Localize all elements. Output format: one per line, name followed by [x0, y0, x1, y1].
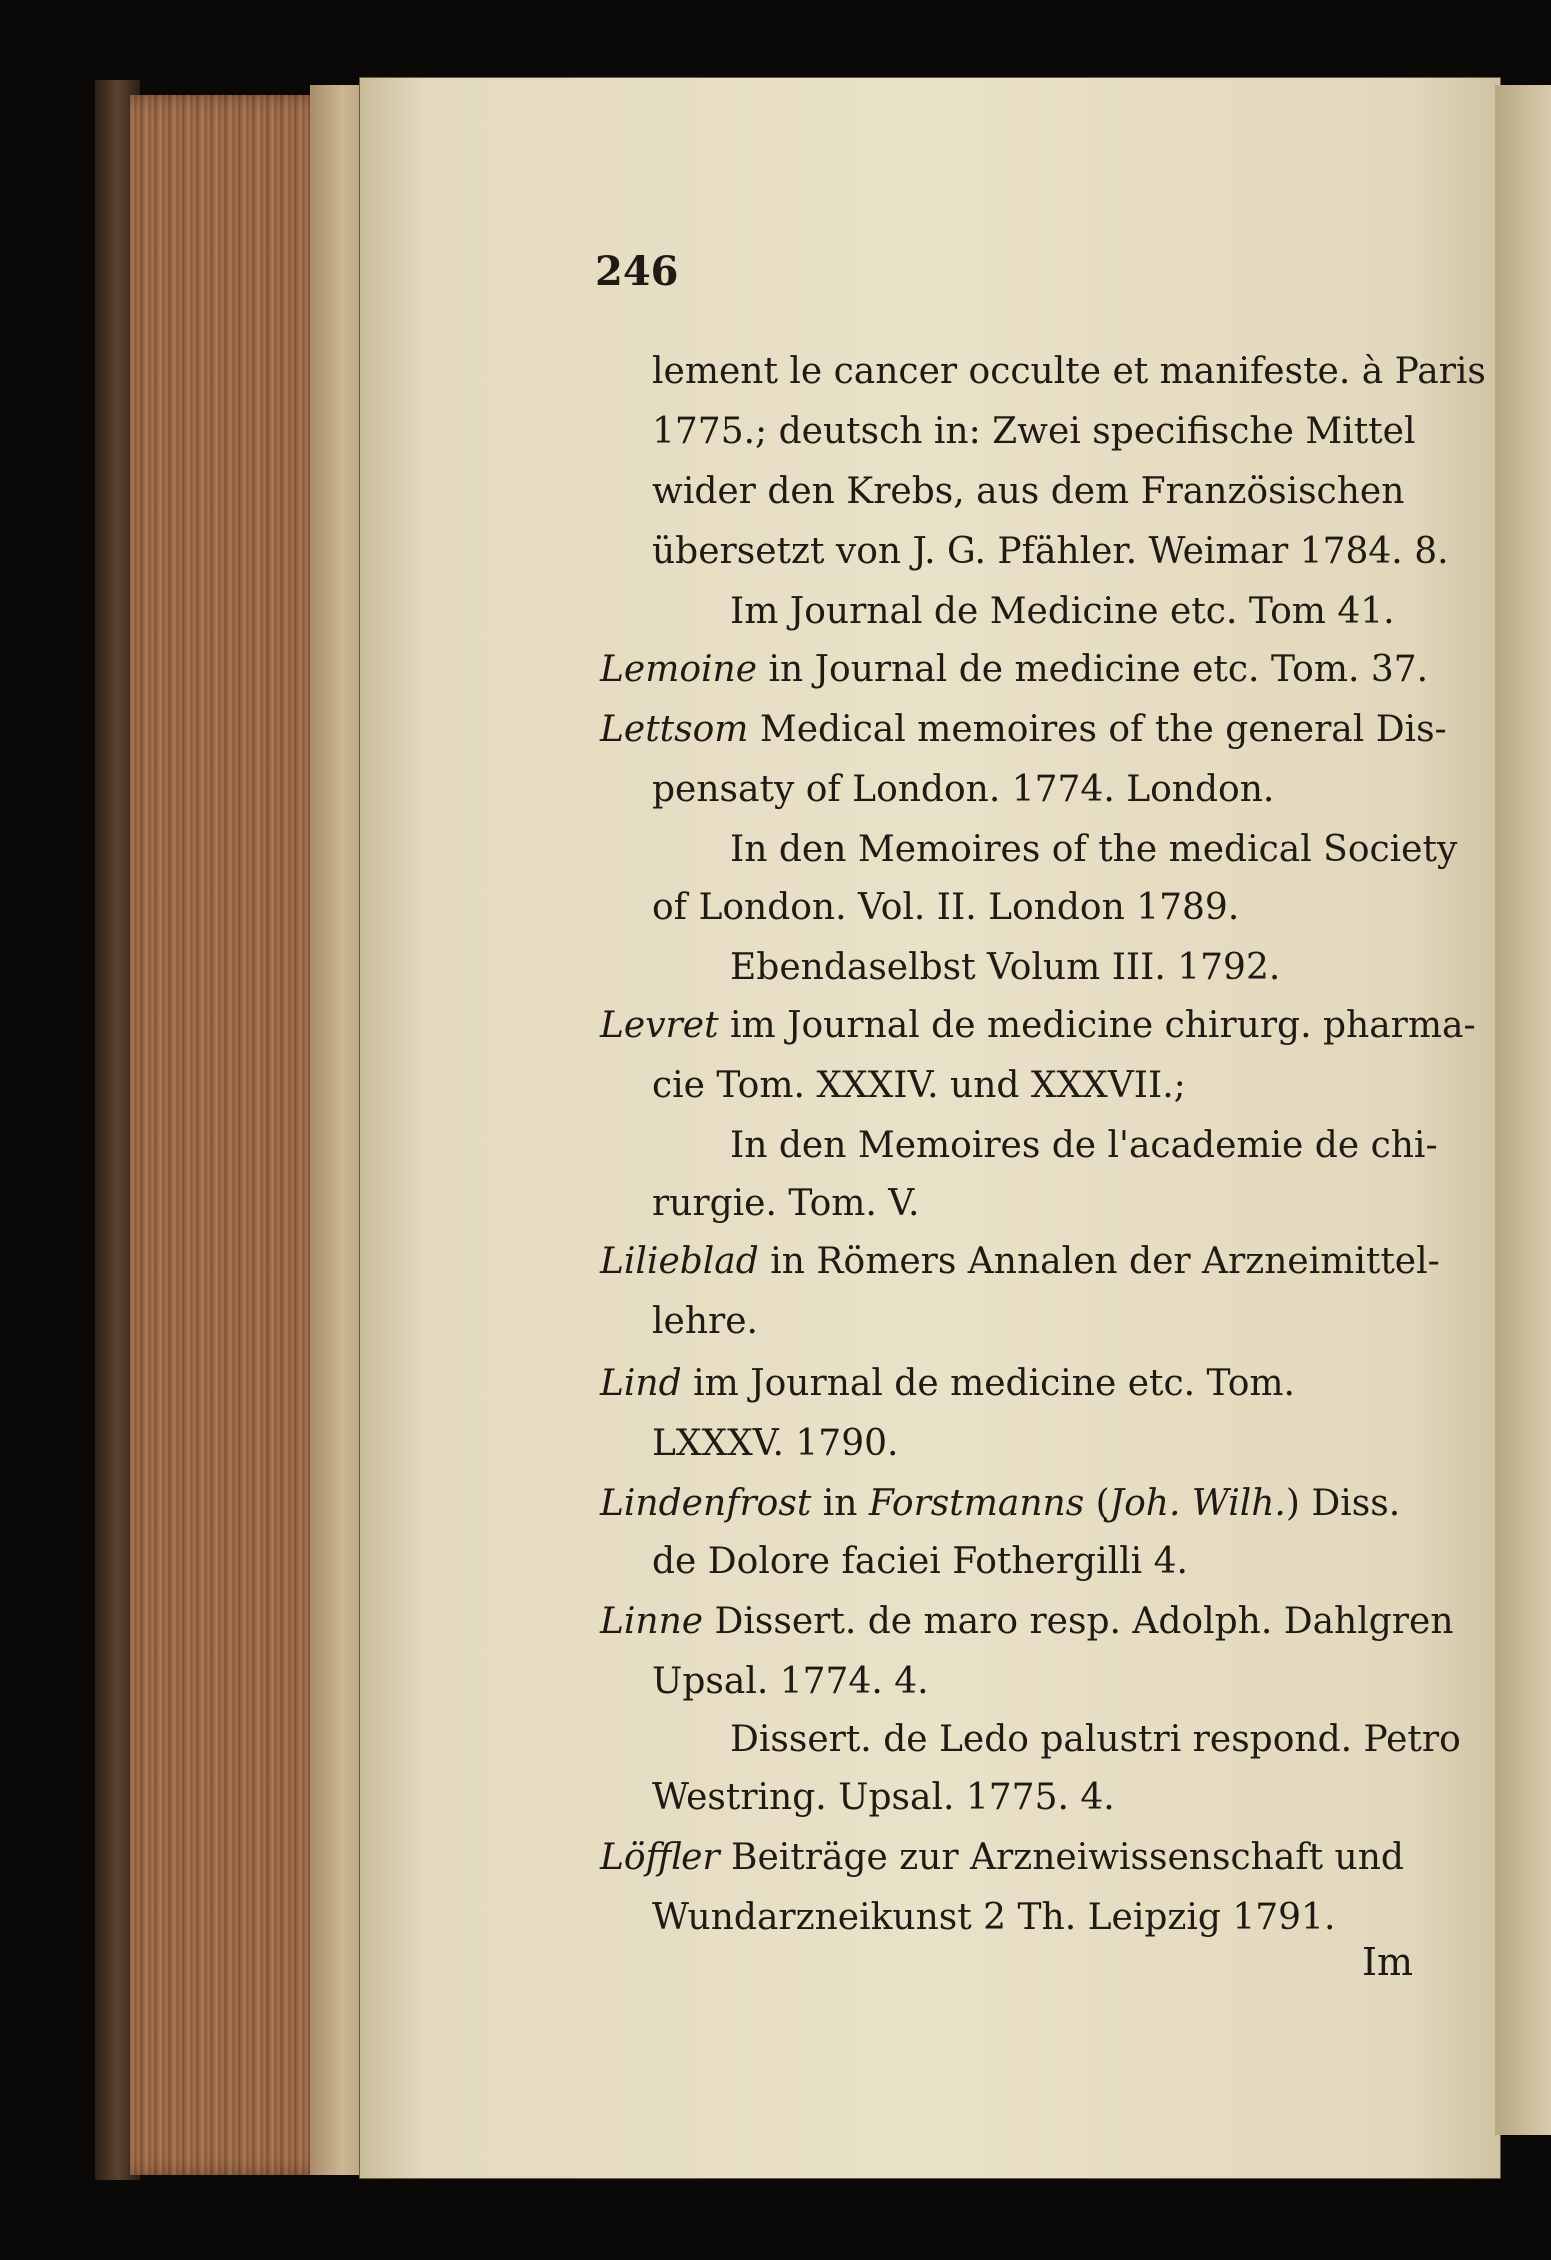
author-name: Lemoine [600, 649, 758, 690]
entry-line [600, 1482, 1400, 1526]
entry-text: Beiträge zur Arzneiwissenschaft und [719, 1837, 1404, 1878]
text-line: In den Memoires de l'academie de chi- [730, 1125, 1438, 1166]
text-line: lehre. [652, 1301, 758, 1342]
entry-text: ( [1084, 1483, 1110, 1524]
entry-line [600, 648, 1428, 692]
author-name: Lindenfrost [600, 1483, 812, 1524]
text-line: de Dolore faciei Fothergilli 4. [652, 1541, 1188, 1582]
text-line: Ebendaselbst Volum III. 1792. [730, 947, 1281, 988]
entry-text: in [811, 1483, 869, 1524]
entry-text: im Journal de medicine chirurg. pharma- [718, 1005, 1476, 1046]
author-name: Levret [600, 1005, 719, 1046]
author-name: Löffler [600, 1837, 720, 1878]
text-line: LXXXV. 1790. [652, 1423, 899, 1464]
author-name: Lind [600, 1363, 682, 1404]
entry-text: im Journal de medicine etc. Tom. [681, 1363, 1295, 1404]
text-line: of London. Vol. II. London 1789. [652, 887, 1240, 928]
text-line: 1775.; deutsch in: Zwei specifische Mittel [652, 411, 1416, 452]
text-line: Im Journal de Medicine etc. Tom 41. [730, 591, 1395, 632]
catchword: Im [1362, 1940, 1414, 1984]
entry-line [600, 1240, 1440, 1284]
text-line: cie Tom. XXXIV. und XXXVII.; [652, 1065, 1186, 1106]
author-name: Lilieblad [600, 1241, 759, 1282]
entry-text: in Journal de medicine etc. Tom. 37. [757, 649, 1429, 690]
text-line: Wundarzneikunst 2 Th. Leipzig 1791. [652, 1897, 1336, 1938]
entry-line [600, 1600, 1454, 1644]
text-line: Upsal. 1774. 4. [652, 1661, 929, 1702]
entry-text: in Römers Annalen der Arzneimittel- [758, 1241, 1440, 1282]
entry-line [600, 1836, 1404, 1880]
text-line: pensaty of London. 1774. London. [652, 769, 1275, 810]
author-name: Linne [600, 1601, 704, 1642]
entry-line [600, 1362, 1295, 1406]
text-line: übersetzt von J. G. Pfähler. Weimar 1784. 8. [652, 531, 1449, 572]
entry-italic: Forstmanns [868, 1483, 1085, 1524]
text-line: wider den Krebs, aus dem Französischen [652, 471, 1405, 512]
text-line: lement le cancer occulte et manifeste. à Paris [652, 351, 1486, 392]
entry-text: Medical memoires of the general Dis- [748, 709, 1447, 750]
entry-line [600, 1004, 1476, 1048]
entry-line [600, 708, 1447, 752]
text-line: Westring. Upsal. 1775. 4. [652, 1777, 1115, 1818]
entry-text: ) Diss. [1285, 1483, 1401, 1524]
text-line: In den Memoires of the medical Society [730, 829, 1458, 870]
text-line: Dissert. de Ledo palustri respond. Petro [730, 1719, 1461, 1760]
text-line: rurgie. Tom. V. [652, 1183, 920, 1224]
entry-text: Dissert. de maro resp. Adolph. Dahlgren [703, 1601, 1454, 1642]
author-name: Lettsom [600, 709, 749, 750]
entry-italic: Joh. Wilh. [1109, 1483, 1286, 1524]
page-number: 246 [595, 248, 679, 295]
